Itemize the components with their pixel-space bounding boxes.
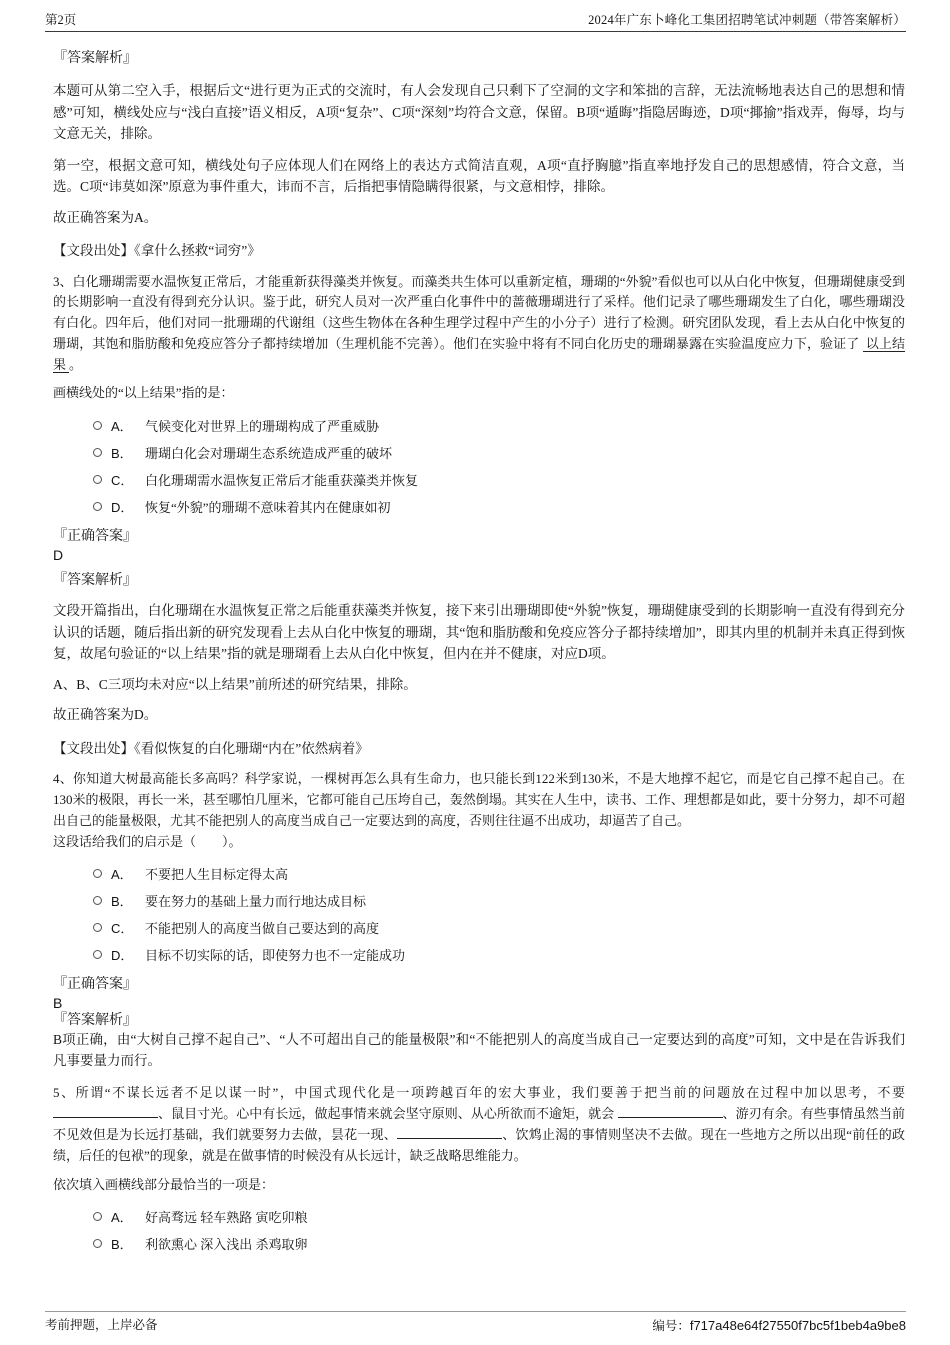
option-text: 恢复“外貌”的珊瑚不意味着其内在健康如初 xyxy=(145,500,391,516)
question-5-stem-part: 5、所谓“不谋长远者不足以谋一时”，中国式现代化是一项跨越百年的宏大事业，我们要善于把当前的问题放在过程中加以思考，不要 xyxy=(53,1085,905,1101)
option-row xyxy=(53,412,905,439)
page-header xyxy=(45,13,906,32)
question-4-prompt: 这段话给我们的启示是（ ）。 xyxy=(53,833,242,849)
option-text: 好高骛远 轻车熟路 寅吃卯粮 xyxy=(145,1210,308,1226)
analysis-paragraph: 文段开篇指出，白化珊瑚在水温恢复正常之后能重获藻类并恢复，接下来引出珊瑚即使“外貌”恢复，珊瑚健康受到的长期影响一直没有得到充分认识的话题，随后指出新的研究发现看上去从白化中恢复的珊瑚，其“饱和脂肪酸和免疫应答分子都持续增加”，即其内里的机制并未真正得到恢复，故尾句验证的“以上结果”指的就是珊瑚看上去从白化中恢复，但内在并不健康，对应D项。 xyxy=(53,603,905,662)
option-letter: A． xyxy=(111,1210,133,1226)
blank-line xyxy=(397,1126,502,1139)
option-row xyxy=(53,1230,905,1257)
option-text: 目标不切实际的话，即使努力也不一定能成功 xyxy=(145,948,406,964)
question-3-stem-text: 3、白化珊瑚需要水温恢复正常后，才能重新获得藻类并恢复。而藻类共生体可以重新定植，珊瑚的“外貌”看似也可以从白化中恢复，但珊瑚健康受到的长期影响一直没有得到充分认识。鉴于此，研究人员对一次严重白化事件中的蔷薇珊瑚进行了采样。他们记录了哪些珊瑚发生了白化，哪些珊瑚没有白化。四年后，他们对同一批珊瑚的代谢组（这些生物体在各种生理学过程中产生的小分子）进行了检测。研究团队发现，看上去从白化中恢复的珊瑚，其饱和脂肪酸和免疫应答分子都持续增加（生理机能不完善）。他们在实验中将有不同白化历史的珊瑚暴露在实验温度应力下，验证了 xyxy=(53,273,905,351)
option-text: 珊瑚白化会对珊瑚生态系统造成严重的破坏 xyxy=(145,446,393,462)
option-letter: B． xyxy=(111,1237,133,1253)
serial-code: f717a48e64f27550f7bc5f1beb4a9be8 xyxy=(689,1318,906,1333)
option-letter: D． xyxy=(111,500,134,516)
footer-slogan: 考前押题，上岸必备 xyxy=(45,1318,158,1332)
question-5-stem-part: 、游刃有余。有些事情虽然当前不见效但是为长远打基础，我们就要努力去做，昙花一现、 xyxy=(53,1106,905,1143)
option-text: 不能把别人的高度当做自己要达到的高度 xyxy=(145,921,380,937)
radio-button[interactable] xyxy=(93,421,102,430)
option-row xyxy=(53,941,905,968)
source-line: 【文段出处】《拿什么拯救“词穷”》 xyxy=(53,243,261,258)
question-4-stem: 4、你知道大树最高能长多高吗？科学家说，一棵树再怎么具有生命力，也只能长到122米到130米，不是大地撑不起它，而是它自己撑不起自己。在130米的极限，再长一米，甚至哪怕几厘米，它都可能自己压垮自己，轰然倒塌。其实在人生中，读书、工作、理想都是如此，要十分努力，却不可超出自己的能量极限，尤其不能把别人的高度当成自己一定要达到的高度，否则往往逼不出成功，却逼苦了自己。 xyxy=(53,771,905,828)
option-row xyxy=(53,466,905,493)
radio-button[interactable] xyxy=(93,448,102,457)
question-3-prompt: 画横线处的“以上结果”指的是： xyxy=(53,385,234,401)
analysis-paragraph: B项正确，由“大树自己撑不起自己”、“人不可超出自己的能量极限”和“不能把别人的高度当成自己一定要达到的高度”可知，文中是在告诉我们凡事要量力而行。 xyxy=(53,1032,905,1068)
correct-answer-label: 『正确答案』 xyxy=(53,529,137,545)
analysis-paragraph: 第一空，根据文意可知，横线处句子应体现人们在网络上的表达方式简洁直观，A项“直抒胸臆”指直率地抒发自己的思想感情，符合文意，当选。C项“讳莫如深”原意为事件重大，讳而不言，后指把事情隐瞒得很紧，与文意相悖，排除。 xyxy=(53,157,905,194)
serial-label: 编号： xyxy=(652,1319,690,1333)
source-line: 【文段出处】《看似恢复的白化珊瑚“内在”依然病着》 xyxy=(53,740,369,756)
radio-button[interactable] xyxy=(93,896,102,905)
question-4-options xyxy=(53,860,905,968)
page-body xyxy=(53,44,905,1257)
question-3-stem xyxy=(53,272,905,376)
footer-serial xyxy=(652,1318,906,1334)
option-row xyxy=(53,1203,905,1230)
option-row xyxy=(53,887,905,914)
correct-answer-value: B xyxy=(53,995,63,1012)
option-letter: D． xyxy=(111,948,134,964)
option-row xyxy=(53,914,905,941)
option-text: 要在努力的基础上量力而行地达成目标 xyxy=(145,894,367,910)
question-5-stem-part: 、饮鸩止渴的事情则坚决不去做。现在一些地方之所以出现“前任的政绩，后任的包袱”的现象，就是在做事情的时候没有从长远计，缺乏战略思维能力。 xyxy=(53,1127,905,1163)
question-3-stem-tail: 。 xyxy=(69,356,83,372)
option-text: 利欲熏心 深入浅出 杀鸡取卵 xyxy=(145,1237,308,1253)
option-row xyxy=(53,493,905,520)
question-5-prompt: 依次填入画横线部分最恰当的一项是： xyxy=(53,1176,275,1192)
page-number: 第2页 xyxy=(45,13,77,27)
page-footer xyxy=(45,1311,906,1334)
option-text: 白化珊瑚需水温恢复正常后才能重获藻类并恢复 xyxy=(145,473,419,489)
option-letter: A． xyxy=(111,419,133,435)
analysis-label: 『答案解析』 xyxy=(53,1013,137,1029)
radio-button[interactable] xyxy=(93,923,102,932)
option-text: 气候变化对世界上的珊瑚构成了严重威胁 xyxy=(145,419,380,435)
analysis-paragraph: A、B、C三项均未对应“以上结果”前所述的研究结果，排除。 xyxy=(53,676,417,692)
radio-button[interactable] xyxy=(93,869,102,878)
conclusion-line: 故正确答案为A。 xyxy=(53,209,158,225)
option-letter: A． xyxy=(111,867,133,883)
radio-button[interactable] xyxy=(93,502,102,511)
blank-line xyxy=(618,1105,723,1118)
radio-button[interactable] xyxy=(93,1212,102,1221)
underlined-phrase: 以上结果 xyxy=(53,335,905,372)
option-letter: C． xyxy=(111,921,134,937)
blank-line xyxy=(53,1105,158,1118)
option-letter: B． xyxy=(111,894,133,910)
question-5-options xyxy=(53,1203,905,1257)
analysis-paragraph: 本题可从第二空入手，根据后文“进行更为正式的交流时，有人会发现自己只剩下了空洞的文字和笨拙的言辞，无法流畅地表达自己的思想和情感”可知，横线处应与“浅白直接”语义相反，A项“复杂”、C项“深刻”均符合文意，保留。B项“遁晦”指隐居晦迹，D项“揶揄”指戏弄，侮辱，均与文意无关，排除。 xyxy=(53,83,905,141)
analysis-label: 『答案解析』 xyxy=(53,51,137,66)
correct-answer-label: 『正确答案』 xyxy=(53,977,137,993)
document-title: 2024年广东卜峰化工集团招聘笔试冲刺题（带答案解析） xyxy=(588,13,906,27)
option-letter: C． xyxy=(111,473,134,489)
option-row xyxy=(53,860,905,887)
option-text: 不要把人生目标定得太高 xyxy=(145,867,289,883)
question-3-options xyxy=(53,412,905,520)
question-5-stem xyxy=(53,1083,905,1166)
radio-button[interactable] xyxy=(93,1239,102,1248)
question-5-stem-part: 、鼠目寸光。心中有长远，做起事情来就会坚守原则、从心所欲而不逾矩，就会 xyxy=(158,1106,618,1122)
option-row xyxy=(53,439,905,466)
radio-button[interactable] xyxy=(93,475,102,484)
conclusion-line: 故正确答案为D。 xyxy=(53,707,158,723)
analysis-label: 『答案解析』 xyxy=(53,573,137,589)
correct-answer-value: D xyxy=(53,547,64,564)
option-letter: B． xyxy=(111,446,133,462)
radio-button[interactable] xyxy=(93,950,102,959)
